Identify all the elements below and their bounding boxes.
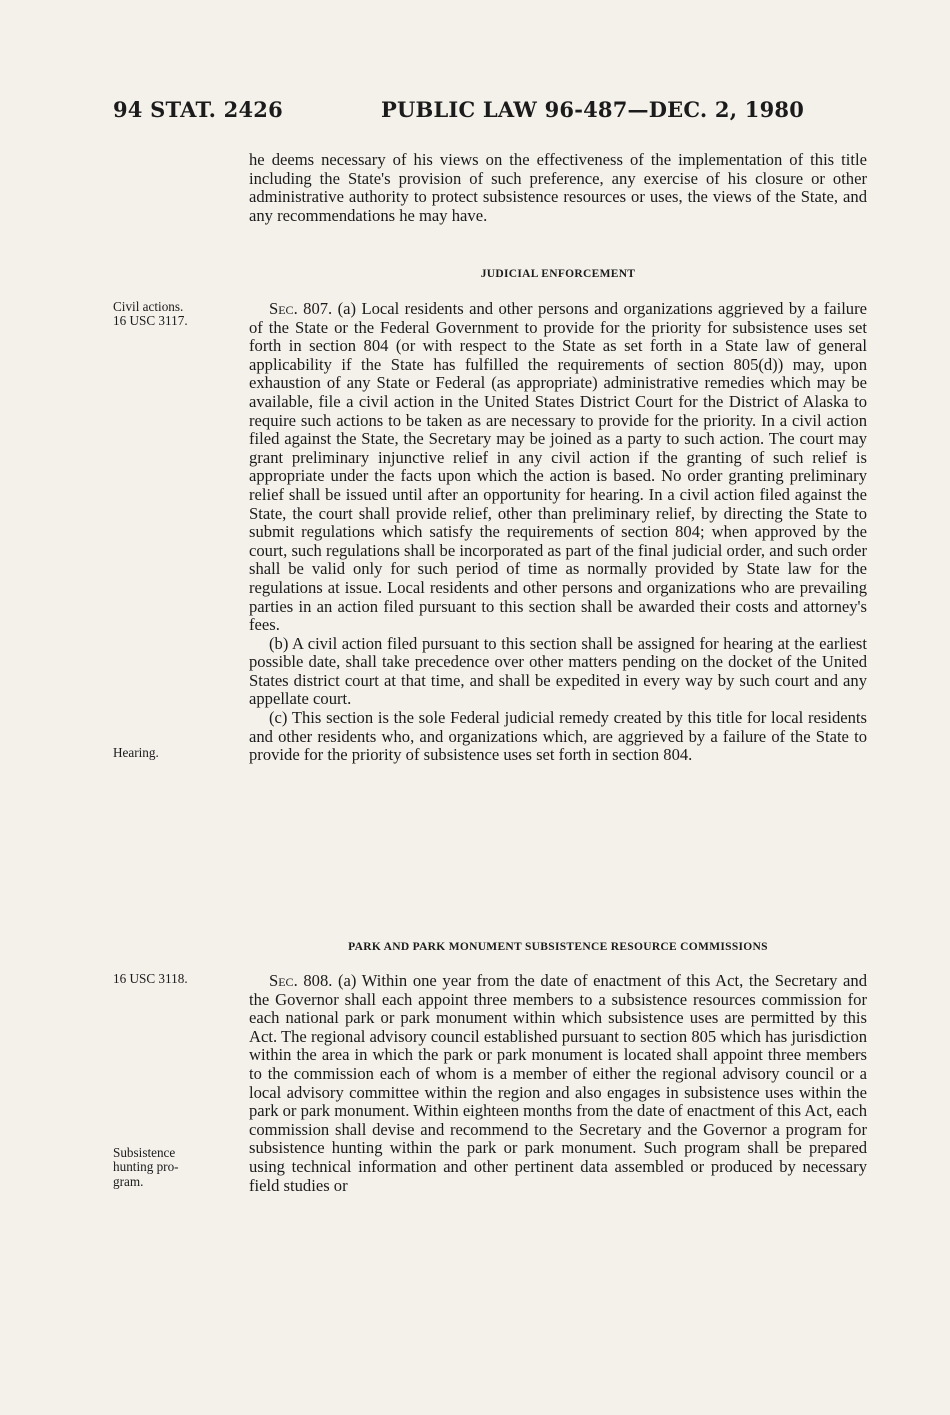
margin-note-line: Subsistence (113, 1145, 176, 1160)
heading-park-commissions: PARK AND PARK MONUMENT SUBSISTENCE RESOURCE COMMISSIONS (348, 941, 768, 953)
paragraph-continued (249, 151, 867, 225)
margin-note-usc-3118 (113, 972, 223, 986)
margin-note-civil-actions (113, 300, 223, 329)
paragraph-text: he deems necessary of his views on the effectiveness of the implementation of this title including the State's provision of such preference, any exercise of his closure or other administrative authority to protect subsistence resources or uses, the views of the State, and any recommendations he may have. (249, 150, 867, 225)
margin-note-line: hunting pro- (113, 1159, 179, 1175)
margin-note-line: Hearing. (113, 745, 159, 760)
margin-note-line: gram. (113, 1173, 144, 1189)
margin-note-line: 16 USC 3117. (113, 313, 188, 329)
section-text: 808. (a) Within one year from the date of enactment of this Act, the Secretary and the Governor shall each appoint three members to a subsistence resources commission for each national park or park monument within which subsistence uses are permitted by this Act. The regional advisory council established pursuant to section 805 which has jurisdiction within the area in which the park or park monument is located shall appoint three members to the commission each of whom is a member of either the regional advisory council or a local advisory committee within the region and also engages in subsistence uses within the park or park monument. Within eighteen months from the date of enactment of this Act, each commission shall devise and recommend to the Secretary and the Governor a program for subsistence hunting within the park or park monument. Such program shall be prepared using technical information and other pertinent data assembled or produced by necessary field studies or (249, 971, 867, 1195)
section-label: Sec. (269, 971, 298, 990)
statute-citation: 94 STAT. 2426 (113, 97, 283, 122)
section-807 (249, 300, 867, 765)
heading-judicial-enforcement: JUDICIAL ENFORCEMENT (480, 268, 636, 280)
section-text: 807. (a) Local residents and other persons and organizations aggrieved by a failure of the State or the Federal Government to provide for the priority for subsistence uses set forth in section 804 (or with respect to the State as set forth in a State law of general applicability if the State has fulfilled the requirements of section 805(d)) may, upon exhaustion of any State or Federal (as appropriate) administrative remedies which may be available, file a civil action in the United States District Court for the District of Alaska to require such actions to be taken as are necessary to provide for the priority. In a civil action filed against the State, the Secretary may be joined as a party to such action. The court may grant preliminary injunctive relief in any civil action if the granting of such relief is appropriate under the facts upon which the action is based. No order granting preliminary relief shall be issued until after an opportunity for hearing. In a civil action filed against the State, the court shall provide relief, other than preliminary relief, by directing the State to submit regulations which satisfy the requirements of section 804; when approved by the court, such regulations shall be incorporated as part of the final judicial order, and such order shall be valid only for such period of time as normally provided by State law for the regulations at issue. Local residents and other persons and organizations who are prevailing parties in an action filed pursuant to this section shall be awarded their costs and attorney's fees. (249, 299, 867, 635)
margin-note-subsistence-hunting (113, 1146, 223, 1189)
margin-note-line: Civil actions. (113, 299, 184, 314)
law-title: PUBLIC LAW 96-487—DEC. 2, 1980 (381, 97, 805, 122)
section-807-c: (c) This section is the sole Federal judicial remedy created by this title for local residents and other residents who, and organizations which, are aggrieved by a failure of the State to provide for the priority of subsistence uses set forth in section 804. (249, 708, 867, 765)
section-label: Sec. (269, 299, 298, 318)
section-808 (249, 972, 867, 1195)
margin-note-hearing (113, 746, 223, 760)
section-807-a (249, 300, 867, 635)
section-808-a (249, 972, 867, 1195)
section-807-b: (b) A civil action filed pursuant to this section shall be assigned for hearing at the earliest possible date, shall take precedence over other matters pending on the docket of the United States district court at that time, and shall be expedited in every way by such court and any appellate court. (249, 633, 867, 709)
margin-note-line: 16 USC 3118. (113, 971, 188, 986)
